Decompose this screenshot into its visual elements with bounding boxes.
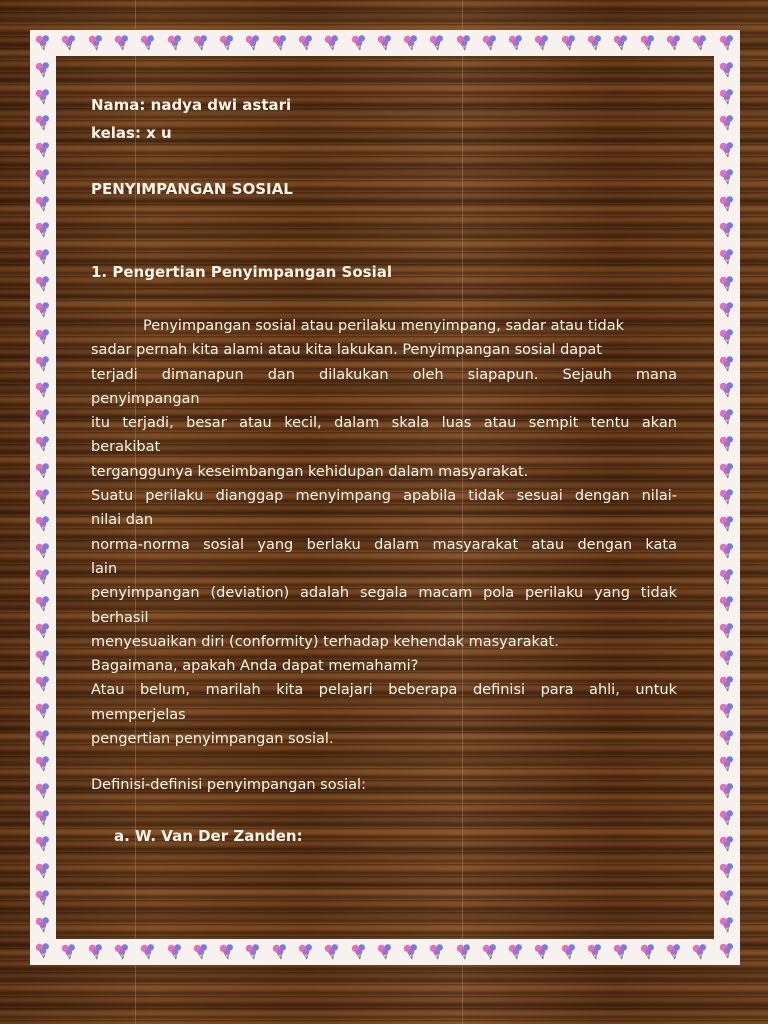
body-line: nilai dan: [91, 512, 154, 529]
balloon-icon: [718, 221, 736, 239]
balloon-icon: [560, 943, 578, 961]
balloon-icon: [718, 34, 736, 52]
body-line: terganggunya keseimbangan kehidupan dalam masyarakat.: [91, 463, 529, 480]
balloon-icon: [455, 34, 473, 52]
balloon-icon: [34, 301, 52, 319]
balloon-icon: [139, 943, 157, 961]
section-heading: 1. Pengertian Penyimpangan Sosial: [91, 263, 392, 281]
balloon-icon: [34, 862, 52, 880]
balloon-icon: [244, 943, 262, 961]
border-bottom: [30, 939, 740, 965]
balloon-icon: [718, 568, 736, 586]
balloon-icon: [718, 275, 736, 293]
balloon-icon: [718, 61, 736, 79]
balloon-icon: [718, 755, 736, 773]
balloon-icon: [34, 782, 52, 800]
balloon-icon: [718, 782, 736, 800]
body-line: penyimpangan: [91, 390, 200, 407]
balloon-icon: [244, 34, 262, 52]
balloon-icon: [34, 435, 52, 453]
balloon-icon: [218, 943, 236, 961]
body-line: berhasil: [91, 609, 149, 626]
balloon-icon: [87, 34, 105, 52]
balloon-icon: [718, 435, 736, 453]
balloon-icon: [586, 34, 604, 52]
balloon-icon: [428, 943, 446, 961]
balloon-icon: [34, 34, 52, 52]
balloon-icon: [113, 943, 131, 961]
body-line: penyimpangan (deviation) adalah segala macam pola perilaku yang tidak: [91, 585, 677, 602]
balloon-icon: [718, 408, 736, 426]
balloon-icon: [402, 943, 420, 961]
balloon-icon: [612, 943, 630, 961]
balloon-icon: [34, 168, 52, 186]
body-line: memperjelas: [91, 706, 186, 723]
balloon-icon: [271, 943, 289, 961]
balloon-icon: [691, 943, 709, 961]
balloon-icon: [166, 943, 184, 961]
balloon-icon: [718, 542, 736, 560]
balloon-icon: [34, 488, 52, 506]
border-top: [30, 30, 740, 56]
definitions-heading: Definisi-definisi penyimpangan sosial:: [91, 777, 366, 793]
balloon-icon: [34, 595, 52, 613]
balloon-icon: [507, 943, 525, 961]
balloon-icon: [718, 328, 736, 346]
balloon-icon: [428, 34, 446, 52]
balloon-icon: [192, 34, 210, 52]
body-line: sadar pernah kita alami atau kita lakukan. Penyimpangan sosial dapat: [91, 342, 602, 359]
balloon-icon: [533, 943, 551, 961]
balloon-icon: [34, 408, 52, 426]
balloon-icon: [34, 275, 52, 293]
balloon-icon: [718, 515, 736, 533]
balloon-icon: [639, 943, 657, 961]
body-line: menyesuaikan diri (conformity) terhadap kehendak masyarakat.: [91, 633, 559, 650]
balloon-icon: [34, 462, 52, 480]
balloon-icon: [481, 943, 499, 961]
balloon-icon: [34, 381, 52, 399]
balloon-icon: [34, 248, 52, 266]
body-line: pengertian penyimpangan sosial.: [91, 731, 334, 748]
balloon-icon: [113, 34, 131, 52]
balloon-icon: [665, 943, 683, 961]
subsection-a-heading: a. W. Van Der Zanden:: [114, 827, 303, 845]
balloon-icon: [34, 942, 52, 960]
balloon-icon: [718, 355, 736, 373]
balloon-icon: [376, 34, 394, 52]
balloon-icon: [718, 649, 736, 667]
balloon-icon: [34, 515, 52, 533]
balloon-icon: [297, 34, 315, 52]
balloon-icon: [34, 114, 52, 132]
balloon-icon: [34, 355, 52, 373]
balloon-icon: [87, 943, 105, 961]
balloon-icon: [665, 34, 683, 52]
balloon-icon: [350, 943, 368, 961]
balloon-icon: [34, 88, 52, 106]
body-line: terjadi dimanapun dan dilakukan oleh siapapun. Sejauh mana: [91, 366, 677, 383]
balloon-icon: [533, 34, 551, 52]
balloon-icon: [718, 488, 736, 506]
balloon-icon: [718, 702, 736, 720]
student-class: kelas: x u: [91, 124, 172, 142]
body-line: itu terjadi, besar atau kecil, dalam skala luas atau sempit tentu akan: [91, 415, 677, 432]
balloon-icon: [718, 462, 736, 480]
document-title: PENYIMPANGAN SOSIAL: [91, 180, 293, 198]
balloon-icon: [402, 34, 420, 52]
balloon-icon: [718, 675, 736, 693]
balloon-icon: [323, 34, 341, 52]
balloon-icon: [34, 809, 52, 827]
balloon-icon: [455, 943, 473, 961]
body-line: Bagaimana, apakah Anda dapat memahami?: [91, 658, 419, 675]
balloon-icon: [718, 114, 736, 132]
balloon-icon: [34, 755, 52, 773]
balloon-icon: [271, 34, 289, 52]
balloon-icon: [60, 34, 78, 52]
balloon-icon: [586, 943, 604, 961]
balloon-icon: [718, 729, 736, 747]
balloon-icon: [376, 943, 394, 961]
balloon-icon: [718, 622, 736, 640]
body-line: Atau belum, marilah kita pelajari beberapa definisi para ahli, untuk: [91, 682, 677, 699]
balloon-icon: [34, 542, 52, 560]
balloon-icon: [34, 195, 52, 213]
balloon-icon: [34, 916, 52, 934]
balloon-icon: [718, 248, 736, 266]
balloon-icon: [718, 168, 736, 186]
balloon-icon: [718, 835, 736, 853]
balloon-icon: [34, 221, 52, 239]
balloon-icon: [560, 34, 578, 52]
border-left: [30, 30, 56, 965]
balloon-icon: [507, 34, 525, 52]
body-paragraph: [91, 314, 677, 751]
balloon-icon: [718, 301, 736, 319]
student-name: Nama: nadya dwi astari: [91, 96, 292, 114]
border-right: [714, 30, 740, 965]
balloon-icon: [718, 889, 736, 907]
balloon-icon: [34, 889, 52, 907]
balloon-icon: [34, 835, 52, 853]
body-line: lain: [91, 560, 118, 577]
balloon-icon: [60, 943, 78, 961]
body-line: berakibat: [91, 439, 161, 456]
balloon-icon: [718, 862, 736, 880]
balloon-icon: [34, 328, 52, 346]
balloon-icon: [34, 649, 52, 667]
balloon-icon: [481, 34, 499, 52]
balloon-icon: [718, 916, 736, 934]
balloon-icon: [34, 622, 52, 640]
balloon-icon: [639, 34, 657, 52]
balloon-icon: [34, 61, 52, 79]
balloon-icon: [34, 141, 52, 159]
balloon-icon: [718, 942, 736, 960]
balloon-icon: [612, 34, 630, 52]
balloon-icon: [218, 34, 236, 52]
balloon-icon: [718, 88, 736, 106]
balloon-icon: [691, 34, 709, 52]
balloon-icon: [34, 675, 52, 693]
balloon-icon: [718, 809, 736, 827]
balloon-icon: [139, 34, 157, 52]
document-page: [56, 56, 714, 939]
balloon-icon: [34, 568, 52, 586]
balloon-icon: [34, 729, 52, 747]
balloon-icon: [192, 943, 210, 961]
balloon-icon: [718, 195, 736, 213]
balloon-icon: [34, 702, 52, 720]
balloon-icon: [350, 34, 368, 52]
body-line: Penyimpangan sosial atau perilaku menyimpang, sadar atau tidak: [143, 318, 625, 334]
balloon-icon: [166, 34, 184, 52]
balloon-icon: [297, 943, 315, 961]
balloon-icon: [323, 943, 341, 961]
body-line: Suatu perilaku dianggap menyimpang apabila tidak sesuai dengan nilai-: [91, 488, 677, 505]
balloon-icon: [718, 141, 736, 159]
balloon-icon: [718, 595, 736, 613]
balloon-icon: [718, 381, 736, 399]
body-line: norma-norma sosial yang berlaku dalam masyarakat atau dengan kata: [91, 536, 677, 553]
